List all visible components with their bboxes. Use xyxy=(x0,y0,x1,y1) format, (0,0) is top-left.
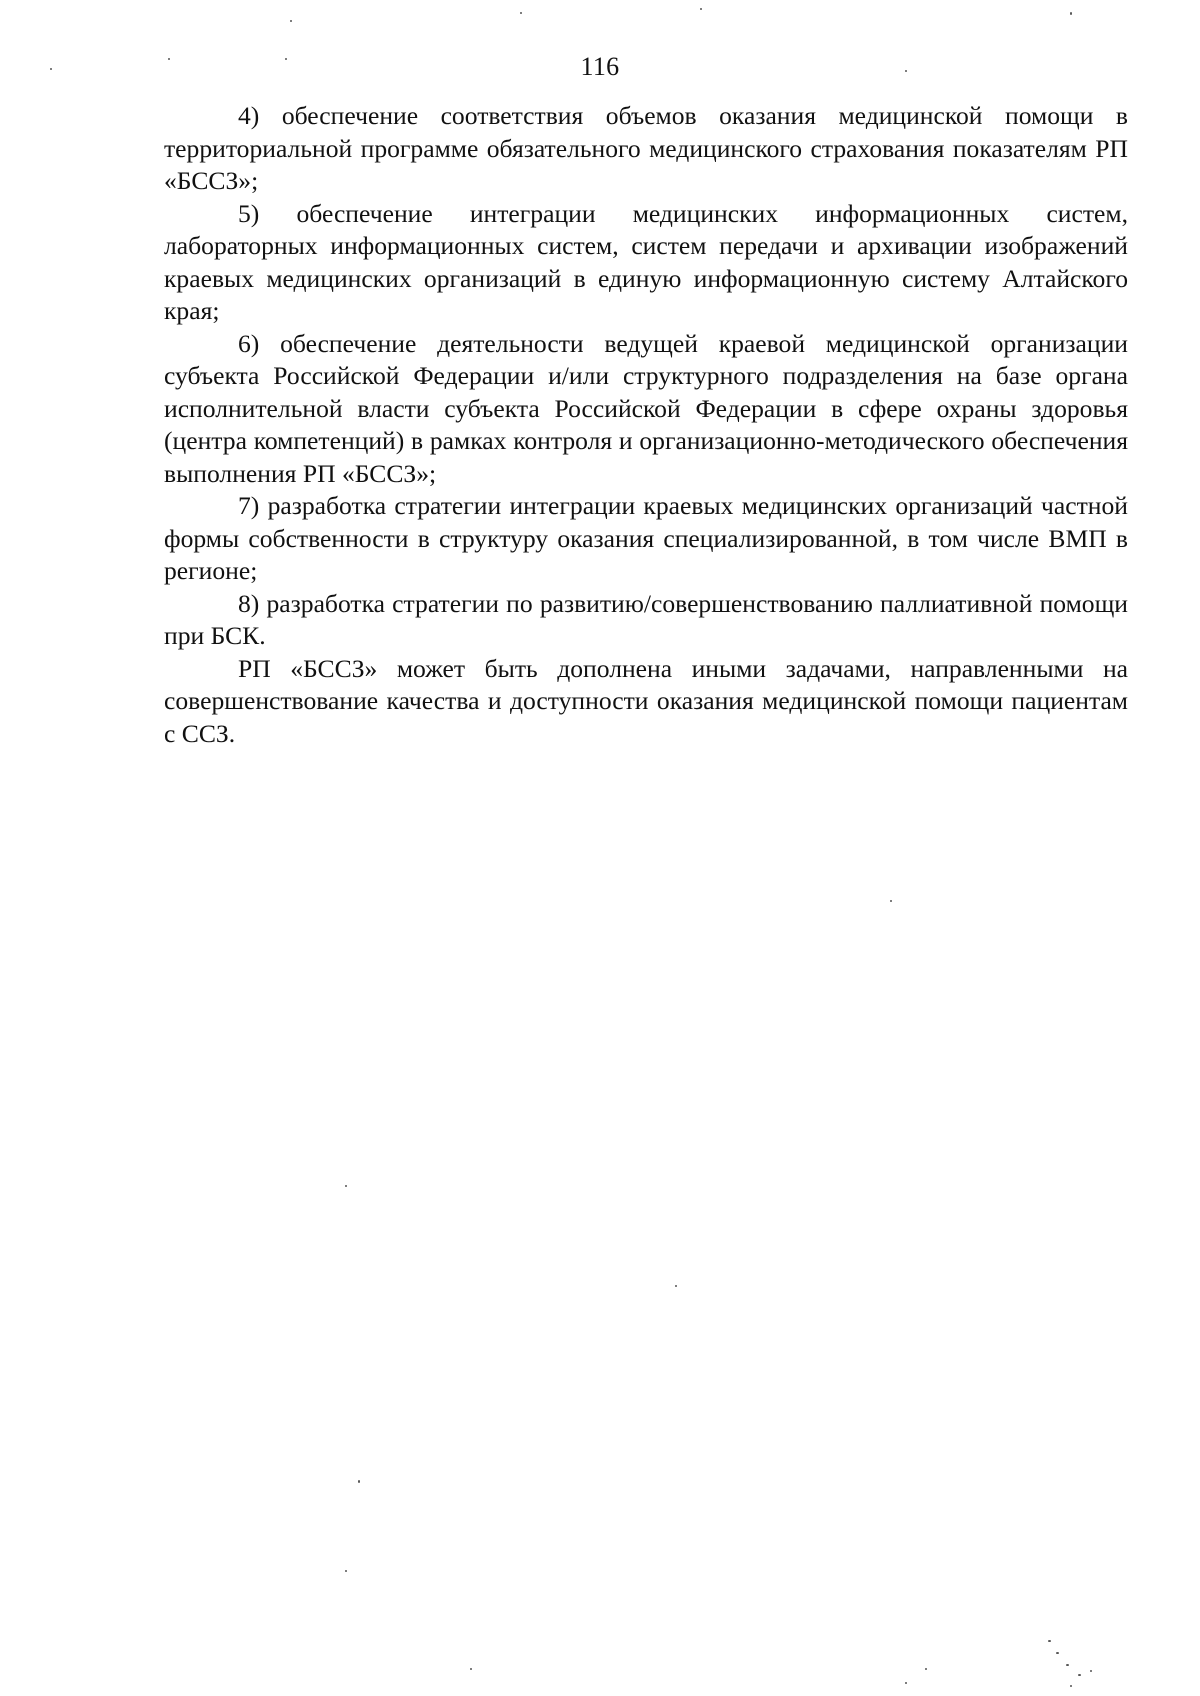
scan-speck xyxy=(520,12,522,14)
scan-speck xyxy=(345,1185,347,1187)
list-item: 8) разработка стратегии по развитию/совершенствованию паллиативной помощи при БСК. xyxy=(164,588,1128,650)
list-item: 4) обеспечение соответствия объемов оказания медицинской помощи в территориальной программе обязательного медицинского страхования показателям РП «БССЗ»; xyxy=(164,101,1128,195)
scan-speck xyxy=(358,1480,360,1483)
scan-speck xyxy=(905,70,907,72)
scan-speck xyxy=(925,1668,927,1670)
scan-speck xyxy=(1078,1674,1081,1676)
document-body xyxy=(164,100,1128,750)
closing-paragraph: РП «БССЗ» может быть дополнена иными задачами, направленными на совершенствование качества и доступности оказания медицинской помощи пациентам с ССЗ. xyxy=(164,653,1128,748)
scan-speck xyxy=(470,1668,472,1670)
scan-speck xyxy=(1070,1685,1072,1687)
page-number: 116 xyxy=(580,52,620,81)
scan-speck xyxy=(905,1682,907,1684)
scan-speck xyxy=(700,8,702,10)
scan-speck xyxy=(1070,12,1072,15)
list-item: 6) обеспечение деятельности ведущей краевой медицинской организации субъекта Российской Федерации и/или структурного подразделения на базе органа исполнительной власти субъекта Российской Федерации в сфере охраны здоровья (центра компетенций) в рамках контроля и организационно-методического обеспечения выполнения РП «БССЗ»; xyxy=(164,328,1128,488)
scan-speck xyxy=(290,20,292,22)
scan-speck xyxy=(1056,1652,1059,1654)
scan-speck xyxy=(285,58,287,60)
scan-speck xyxy=(890,900,892,902)
scan-speck xyxy=(675,1285,677,1287)
scan-speck xyxy=(345,1570,347,1572)
scan-speck xyxy=(1066,1664,1069,1666)
scan-speck xyxy=(1048,1640,1051,1642)
list-item: 7) разработка стратегии интеграции краевых медицинских организаций частной формы собственности в структуру оказания специализированной, в том числе ВМП в регионе; xyxy=(164,491,1128,585)
scan-speck xyxy=(50,68,52,70)
scan-speck xyxy=(1090,1670,1092,1672)
scan-speck xyxy=(168,58,170,60)
list-item: 5) обеспечение интеграции медицинских информационных систем, лабораторных информационных систем, систем передачи и архивации изображений краевых медицинских организаций в единую информационную систему Алтайского края; xyxy=(164,198,1128,325)
